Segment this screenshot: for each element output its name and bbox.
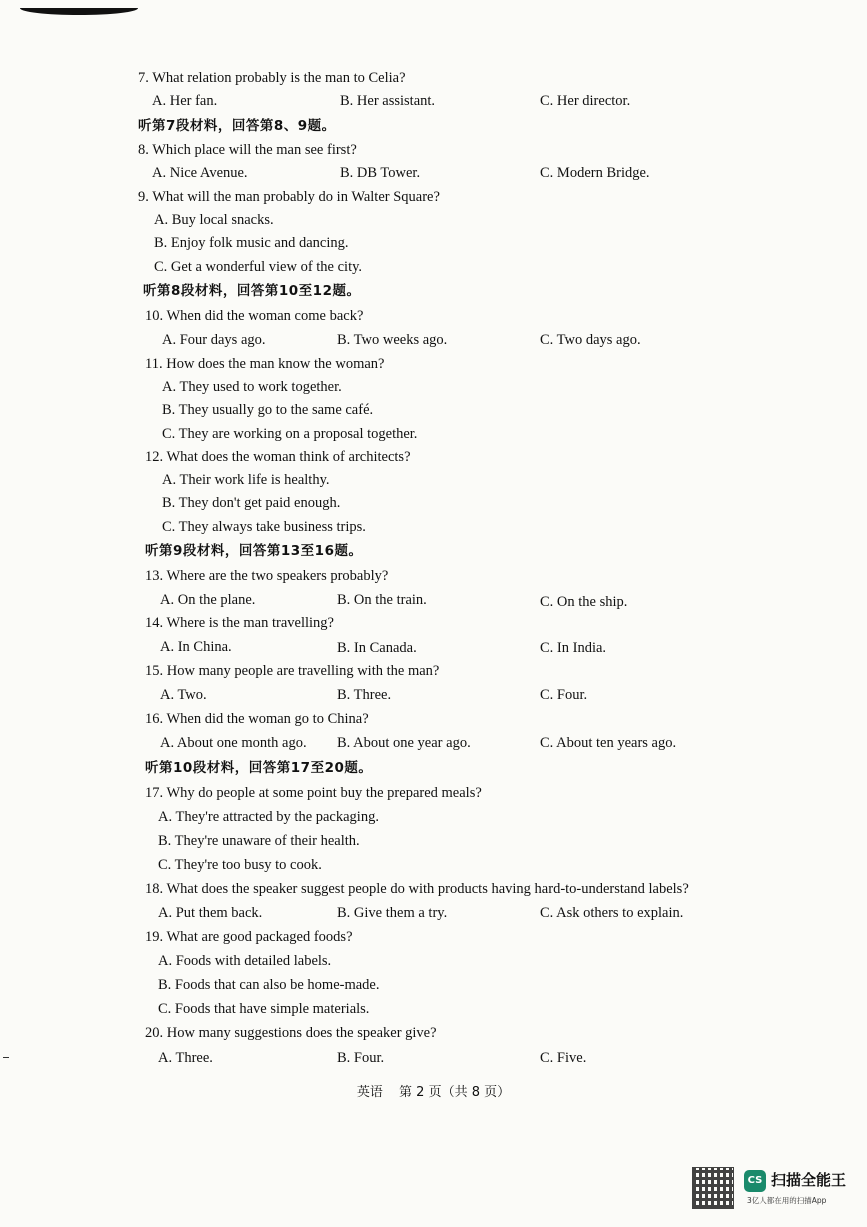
question-13-option-b: B. On the train. (337, 592, 427, 608)
question-20-option-b: B. Four. (337, 1050, 385, 1066)
question-17-option-a: A. They're attracted by the packaging. (158, 809, 379, 825)
question-14-option-b: B. In Canada. (337, 640, 417, 656)
question-10-stem: 10. When did the woman come back? (145, 308, 364, 324)
question-7-option-b: B. Her assistant. (340, 93, 436, 109)
question-18-option-b: B. Give them a try. (337, 905, 448, 921)
question-9-option-b: B. Enjoy folk music and dancing. (154, 235, 349, 251)
section-heading-passage-9: 听第9段材料，回答第13至16题。 (145, 543, 363, 559)
question-10-option-b: B. Two weeks ago. (337, 332, 448, 348)
question-20-option-c: C. Five. (540, 1050, 587, 1066)
question-15-stem: 15. How many people are travelling with the man? (145, 663, 440, 679)
question-16-stem: 16. When did the woman go to China? (145, 711, 369, 727)
question-10-option-a: A. Four days ago. (162, 332, 266, 348)
question-18-option-a: A. Put them back. (158, 905, 263, 921)
question-14-stem: 14. Where is the man travelling? (145, 615, 334, 631)
question-11-option-b: B. They usually go to the same café. (162, 402, 374, 418)
camscanner-logo-icon: CS (744, 1170, 766, 1192)
question-8-option-b: B. DB Tower. (340, 165, 421, 181)
question-9-option-c: C. Get a wonderful view of the city. (154, 259, 363, 275)
question-18-option-c: C. Ask others to explain. (540, 905, 684, 921)
question-16-option-a: A. About one month ago. (160, 735, 307, 751)
scanner-watermark (692, 1167, 862, 1217)
question-7-stem: 7. What relation probably is the man to Celia? (138, 70, 406, 86)
question-17-option-b: B. They're unaware of their health. (158, 833, 360, 849)
question-13-stem: 13. Where are the two speakers probably? (145, 568, 389, 584)
question-19-stem: 19. What are good packaged foods? (145, 929, 353, 945)
section-heading-passage-8: 听第8段材料，回答第10至12题。 (143, 283, 361, 299)
question-8-stem: 8. Which place will the man see first? (138, 142, 357, 158)
question-12-option-c: C. They always take business trips. (162, 519, 366, 535)
question-15-option-b: B. Three. (337, 687, 392, 703)
question-12-option-b: B. They don't get paid enough. (162, 495, 341, 511)
question-13-option-c: C. On the ship. (540, 594, 628, 610)
footer-page-number: 第 2 页（共 8 页） (399, 1085, 511, 1100)
margin-tick (3, 1057, 9, 1058)
question-11-option-c: C. They are working on a proposal together. (162, 426, 418, 442)
question-16-option-b: B. About one year ago. (337, 735, 471, 751)
question-9-option-a: A. Buy local snacks. (154, 212, 274, 228)
question-17-option-c: C. They're too busy to cook. (158, 857, 322, 873)
question-12-stem: 12. What does the woman think of architects? (145, 449, 411, 465)
question-15-option-a: A. Two. (160, 687, 207, 703)
section-heading-passage-7: 听第7段材料，回答第8、9题。 (138, 118, 336, 134)
question-19-option-b: B. Foods that can also be home-made. (158, 977, 380, 993)
question-10-option-c: C. Two days ago. (540, 332, 641, 348)
question-9-stem: 9. What will the man probably do in Walter Square? (138, 189, 440, 205)
scan-edge-mark (20, 8, 138, 15)
question-8-option-a: A. Nice Avenue. (152, 165, 248, 181)
qr-code-icon (692, 1167, 734, 1209)
question-14-option-c: C. In India. (540, 640, 607, 656)
question-8-option-c: C. Modern Bridge. (540, 165, 650, 181)
scanner-slogan: 3亿人都在用的扫描App (747, 1196, 827, 1205)
question-16-option-c: C. About ten years ago. (540, 735, 677, 751)
question-11-stem: 11. How does the man know the woman? (145, 356, 385, 372)
question-13-option-a: A. On the plane. (160, 592, 256, 608)
question-17-stem: 17. Why do people at some point buy the prepared meals? (145, 785, 482, 801)
question-19-option-a: A. Foods with detailed labels. (158, 953, 332, 969)
footer-subject: 英语 (356, 1085, 383, 1100)
question-11-option-a: A. They used to work together. (162, 379, 342, 395)
question-19-option-c: C. Foods that have simple materials. (158, 1001, 370, 1017)
question-7-option-c: C. Her director. (540, 93, 631, 109)
question-20-stem: 20. How many suggestions does the speaker give? (145, 1025, 437, 1041)
question-18-stem: 18. What does the speaker suggest people do with products having hard-to-understand labels? (145, 881, 689, 897)
question-7-option-a: A. Her fan. (152, 93, 218, 109)
question-20-option-a: A. Three. (158, 1050, 213, 1066)
question-14-option-a: A. In China. (160, 639, 232, 655)
question-12-option-a: A. Their work life is healthy. (162, 472, 330, 488)
scanner-app-name: 扫描全能王 (771, 1171, 847, 1189)
page-footer (0, 1081, 867, 1100)
question-15-option-c: C. Four. (540, 687, 588, 703)
section-heading-passage-10: 听第10段材料，回答第17至20题。 (145, 760, 373, 776)
